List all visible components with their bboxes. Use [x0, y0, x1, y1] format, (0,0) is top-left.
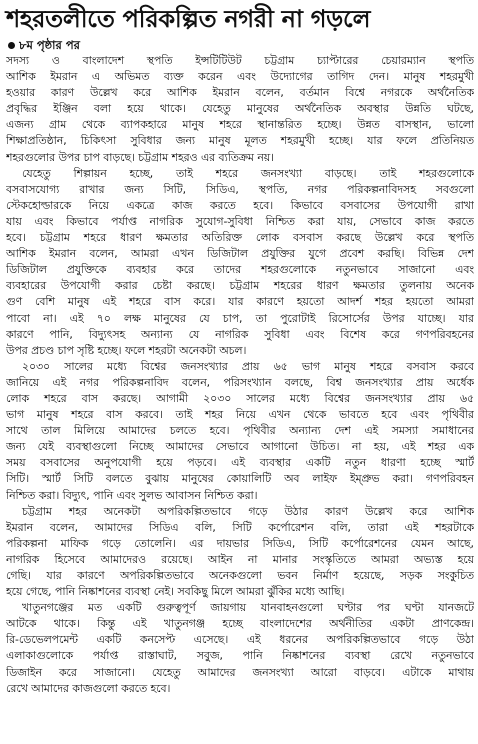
text-line: চট্টগ্রাম শহর অনেকটা অপরিকল্পিতভাবে গড়ে উঠার কারণ উল্লেখ করে আশিক [22, 504, 474, 518]
text-line: আশিক ইমরান এ অভিমত ব্যক্ত করেন এবং উদ্যোগের তাগিদ দেন। মানুষ শহরমুখী [6, 70, 474, 84]
text-line: স্টেকহোল্ডারকে নিয়ে একত্রে কাজ করতে হবে। কিভাবে বসবাসের উপযোগী রাখা [6, 198, 474, 212]
article-paragraph [6, 359, 474, 504]
text-line: ২০৩০ সালের মধ্যে বিশ্বের জনসংখ্যার প্রায় ৬৫ ভাগ মানুষ শহরে বসবাস করবে [22, 359, 474, 373]
text-line: পরিকল্পনা মাফিক গড়ে তোলেনি। এর দায়ভার সিডিএ, সিটি কর্পোরেশনের যেমন আছে, [6, 536, 474, 550]
text-line: আটকে থাকে। কিন্তু এই খাতুনগঞ্জ হচ্ছে বাংলাদেশের অর্থনীতির একটা প্রাণকেন্দ্র। [6, 617, 474, 631]
text-line: হওয়ার কারণ উল্লেখ করে আশিক ইমরান বলেন, বর্তমান বিশ্বে নগরকে অর্থনৈতিক [6, 86, 474, 100]
text-line: কারণে পানি, বিদ্যুৎসহ অন্যান্য যে নাগরিক সুবিধা এবং বিশেষ করে গণপরিবহনের [6, 327, 474, 341]
text-line: প্রবৃদ্ধির ইঞ্জিন বলা হয়ে থাকে। যেহেতু মানুষের অর্থনৈতিক অবস্থার উন্নতি ঘটছে, [6, 102, 474, 116]
text-line: নাগরিক হিসেবে আমাদেরও রয়েছে। আইন না মানার সংস্কৃতিতে আমরা অভ্যস্ত হয়ে [6, 552, 474, 566]
article-paragraph [6, 53, 474, 166]
text-line: শহরগুলোর উপর চাপ বাড়ছে। চট্টগ্রাম শহরও এর ব্যতিক্রম নয়। [6, 150, 275, 164]
text-line: জানিয়ে এই নগর পরিকল্পনাবিদ বলেন, পরিসংখ্যান বলছে, বিশ্ব জনসংখ্যার প্রায় অর্ধেক [6, 375, 474, 389]
text-line: যেহেতু শিল্পায়ন হচ্ছে, তাই শহরে জনসংখ্যা বাড়ছে। তাই শহরগুলোকে [22, 166, 474, 180]
text-line: জন্য যেই ব্যবস্থাগুলো নিচ্ছে আমাদের সেভাবে আগানো উচিত। না হয়, এই শহর এক [6, 440, 474, 454]
text-line: ইমরান বলেন, আমাদের সিডিএ বলি, সিটি কর্পোরেশন বলি, তারা এই শহরটাকে [6, 520, 474, 534]
text-line: গুণ বেশি মানুষ এই শহরে বাস করে। যার কারণে হয়তো আদর্শ শহর হয়তো আমরা [6, 295, 474, 309]
text-line: ব্যবহারের উপযোগী করার চেষ্টা করছে। চট্টগ্রাম শহরের ধারণ ক্ষমতার তুলনায় অনেক [6, 279, 474, 293]
text-line: রেখে আমাদের কাজগুলো করতে হবে। [6, 681, 171, 695]
continued-label: ৮ম পৃষ্ঠার পর [19, 38, 80, 52]
text-line: গেছি। যার কারণে অপরিকল্পিতভাবে অনেকগুলো ভবন নির্মাণ হয়েছে, সড়ক সংকুচিত [6, 569, 474, 582]
text-line: রি-ডেভেলপমেন্ট একটি কনসেপ্ট এসেছে। এই ধরনের অপরিকল্পিতভাবে গড়ে উঠা [6, 633, 474, 647]
text-line: সাথে তাল মিলিয়ে আমাদের চলতে হবে। পৃথিবীর অন্যান্য দেশ এই সমস্যা সমাধানের [6, 424, 474, 438]
text-line: ডিজাইন করে সাজানো। যেহেতু আমাদের জনসংখ্যা আরো বাড়বে। এটাকে মাথায় [6, 665, 474, 679]
text-line: ডিজিটাল প্রযুক্তিকে ব্যবহার করে তাদের শহরগুলোকে নতুনভাবে সাজানো এবং [6, 263, 474, 277]
text-line: সিটি। স্মার্ট সিটি বলতে বুঝায় মানুষের কোয়ালিটি অব লাইফ ইম্প্রুভ করা। গণপরিবহন [6, 472, 474, 486]
text-line: সদস্য ও বাংলাদেশ স্থপতি ইন্সটিটিউট চট্টগ্রাম চ্যাপ্টারের চেয়ারম্যান স্থপতি [6, 54, 474, 67]
bullet-icon [8, 42, 15, 49]
text-line: হবে। চট্টগ্রাম শহরে ধারণ ক্ষমতার অতিরিক্ত লোক বসবাস করছে উল্লেখ করে স্থপতি [6, 231, 474, 245]
article-paragraph [6, 600, 474, 697]
text-line: এলাকাগুলোকে পর্যাপ্ত রাস্তাঘাট, সবুজ, পানি নিষ্কাশনের ব্যবস্থা রেখে নতুনভাবে [6, 649, 474, 663]
text-line: খাতুনগঞ্জের মত একটি গুরুত্বপূর্ণ জায়গায় যানবাহনগুলো ঘণ্টার পর ঘণ্টা যানজটে [22, 601, 474, 615]
text-line: যায় এবং কিভাবে পর্যাপ্ত নাগরিক সুযোগ-সুবিধা নিশ্চিত করা যায়, সেভাবে কাজ করতে [6, 214, 474, 228]
text-line: উপর প্রচণ্ড চাপ সৃষ্টি হচ্ছে। ফলে শহরটা অনেকটা অচল। [6, 343, 247, 357]
text-line: নিশ্চিত করা। বিদ্যুৎ, পানি এবং সুলভ আবাসন নিশ্চিত করা। [6, 488, 258, 502]
text-line: হয়ে গেছে, পানি নিষ্কাশনের ব্যবস্থা নেই। সবকিছু মিলে আমরা ঝুঁকির মধ্যে আছি। [6, 585, 345, 599]
text-line: লোক শহরে বাস করছে। আগামী ২০৩০ সালের মধ্যে বিশ্বের জনসংখ্যার প্রায় ৬৫ [6, 391, 474, 405]
text-line: বসবাসযোগ্য রাখার জন্য সিটি, সিডিএ, স্থপতি, নগর পরিকল্পনাবিদসহ সবগুলো [6, 182, 474, 196]
headline: শহরতলীতে পরিকল্পিত নগরী না গড়লে [6, 5, 371, 33]
text-line: পাবো না। এই ৭০ লক্ষ মানুষের যে চাপ, তা পুরোটাই রিসোর্সের উপর যাচ্ছে। যার [6, 311, 474, 325]
continued-from-marker [6, 37, 80, 53]
text-line: শিক্ষাপ্রতিষ্ঠান, চিকিৎসা সুবিধার জন্য মানুষ মূলত শহরমুখী হচ্ছে। যার ফলে প্রতিনিয়ত [6, 134, 474, 148]
article-body [6, 53, 474, 697]
text-line: আশিক ইমরান বলেন, আমরা এখন ডিজিটাল প্রযুক্তির যুগে প্রবেশ করছি। বিভিন্ন দেশ [6, 247, 474, 261]
text-line: সময় বসবাসের অনুপযোগী হয়ে পড়বে। এই ব্যবস্থার একটি নতুন ধারণা হচ্ছে স্মার্ট [6, 456, 474, 470]
text-line: ভাগ মানুষ শহরে বাস করবে। তাই শহর নিয়ে এখন থেকে ভাবতে হবে এবং পৃথিবীর [6, 408, 474, 422]
article-paragraph [6, 504, 474, 601]
article-paragraph [6, 166, 474, 359]
text-line: এজন্য গ্রাম থেকে ব্যাপকহারে মানুষ শহরে স্থানান্তরিত হচ্ছে। উন্নত বাসস্থান, ভালো [6, 118, 474, 132]
